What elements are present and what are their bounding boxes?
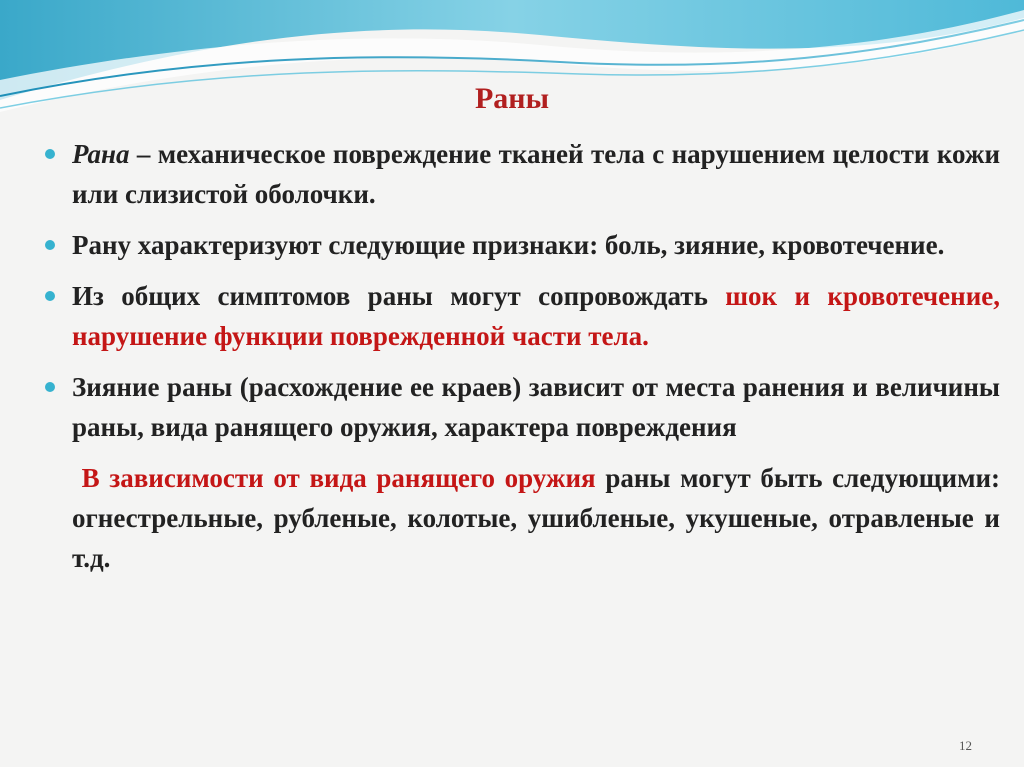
bullet-dot-icon	[45, 240, 55, 250]
gaping-text: Зияние раны (расхождение ее краев) зависит от места ранения и величины раны, вида ранящего оружия, характера повреждения	[72, 372, 1000, 442]
definition-text: – механическое повреждение тканей тела с нарушением целости кожи или слизистой оболочки.	[72, 139, 1000, 209]
wound-types-highlight: В зависимости от вида ранящего оружия	[81, 463, 596, 493]
slide-content	[45, 134, 1000, 578]
bullet-item-gaping	[45, 367, 1000, 447]
term-wound: Рана	[72, 139, 130, 169]
bullet-dot-icon	[45, 149, 55, 159]
bullet-item-symptoms	[45, 276, 1000, 356]
symptoms-text: Из общих симптомов раны могут сопровождать	[72, 281, 726, 311]
signs-text: Рану характеризуют следующие признаки: боль, зияние, кровотечение.	[72, 230, 945, 260]
page-number: 12	[959, 738, 972, 753]
wound-types-paragraph	[45, 458, 1000, 578]
symptoms-highlight: шок и кровотечение, нарушение функции поврежденной части тела.	[72, 281, 1000, 351]
slide-title: Раны	[474, 82, 550, 115]
bullet-item-signs	[45, 225, 1000, 265]
bullet-item-wound-definition	[45, 134, 1000, 214]
bullet-dot-icon	[45, 382, 55, 392]
bullet-dot-icon	[45, 291, 55, 301]
wound-types-text: раны могут быть следующими: огнестрельные, рубленые, колотые, ушибленые, укушеные, отравленые и т.д.	[72, 463, 1001, 573]
